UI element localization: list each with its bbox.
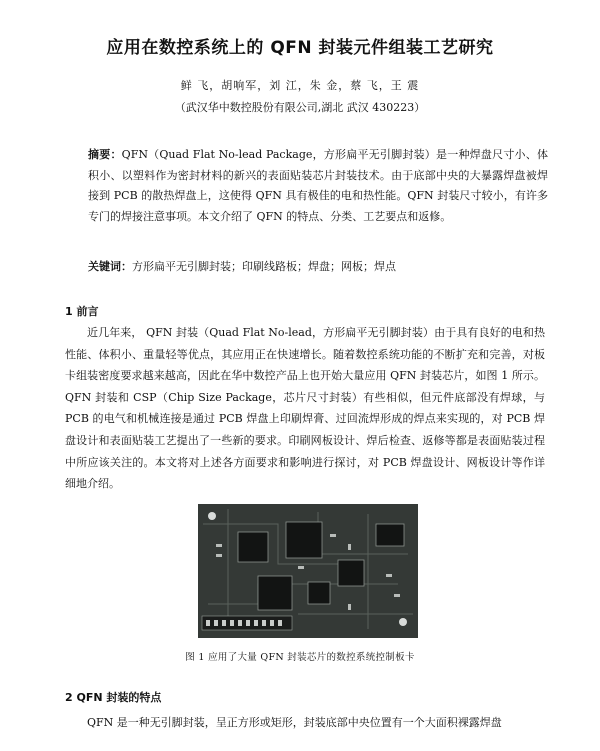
- figure-1-caption: 图 1 应用了大量 QFN 封装芯片的数控系统控制板卡: [185, 652, 415, 663]
- abstract-label: 摘要：: [88, 148, 122, 161]
- keywords-label: 关键词：: [88, 260, 132, 273]
- section-2-body: QFN 是一种无引脚封装，呈正方形或矩形，封装底部中央位置有一个大面积裸露焊盘: [87, 716, 502, 729]
- keywords-text: 方形扁平无引脚封装；印刷线路板；焊盘；网板；焊点: [132, 260, 396, 273]
- section-2-heading: 2 QFN 封装的特点: [65, 691, 162, 704]
- paper-title: 应用在数控系统上的 QFN 封装元件组装工艺研究: [106, 38, 494, 58]
- section-1-body: 近几年来， QFN 封装（Quad Flat No-lead，方形扁平无引脚封装）由于具有良好的电和热性能、体积小、重量轻等优点，其应用正在快速增长。随着数控系统功能的不断扩充和完善，对板卡组装密度要求越来越高，因此在华中数控产品上也开始大量应用 QFN 封装芯片，如图 1 所示。QFN 封装和 CSP（Chip Size Package，芯片尺寸封装）有些相似，但元件底部没有焊球，与 PCB 的电气和机械连接是通过 PCB 焊盘上印刷焊膏、过回流焊形成的焊点来实现的，对 PCB 焊盘设计和表面贴装工艺提出了一些新的要求。印刷网板设计、焊后检查、返修等都是表面贴装过程中所应该关注的。本文将对上述各方面要求和影响进行探讨，对 PCB 焊盘设计、网板设计等作详细地介绍。: [65, 326, 545, 491]
- section-1-heading: 1 前言: [65, 305, 99, 318]
- figure-1-circuit-board-photo: [198, 504, 418, 638]
- author-list: 鲜 飞，胡响军，刘 江，朱 金，蔡 飞，王 震: [180, 79, 420, 92]
- abstract: [88, 145, 548, 227]
- affiliation: （武汉华中数控股份有限公司,湖北 武汉 430223）: [174, 101, 426, 114]
- abstract-text: QFN（Quad Flat No-lead Package，方形扁平无引脚封装）是一种焊盘尺寸小、体积小、以塑料作为密封材料的新兴的表面贴装芯片封装技术。由于底部中央的大暴露焊盘被焊接到 PCB 的散热焊盘上，这使得 QFN 具有极佳的电和热性能。QFN 封装尺寸较小，有许多专门的焊接注意事项。本文介绍了 QFN 的特点、分类、工艺要点和返修。: [88, 148, 549, 223]
- circuit-board-illustration: [198, 504, 418, 638]
- keywords: [88, 258, 548, 276]
